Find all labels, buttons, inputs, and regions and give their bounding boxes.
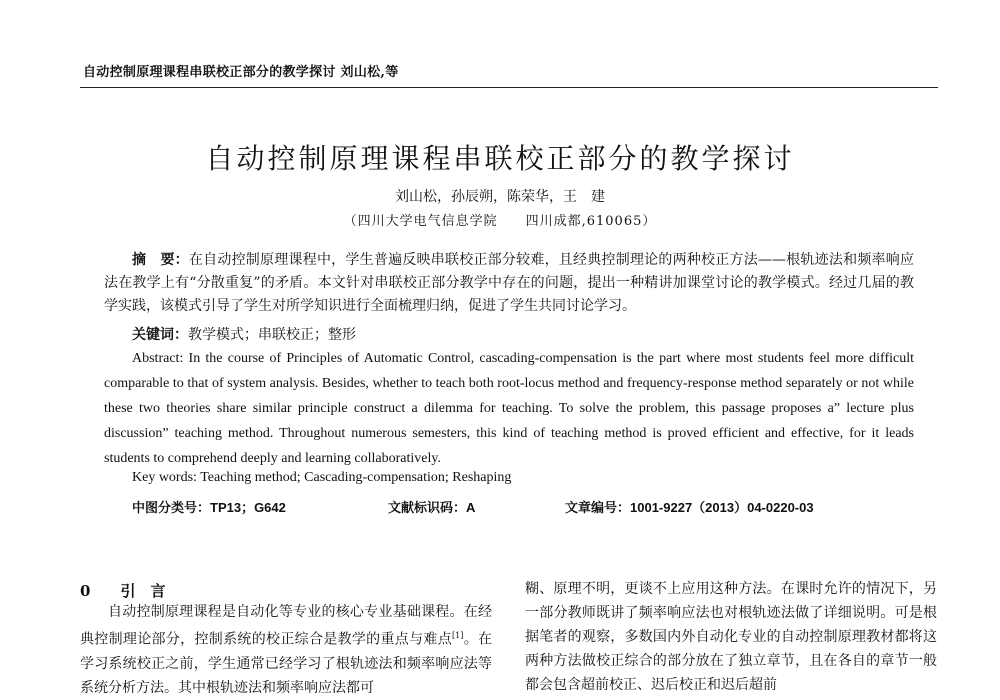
abstract-cn-label: 摘 要： [132, 252, 189, 268]
abstract-en-text: In the course of Principles of Automatic Control, cascading-compensation is the part where most students feel more difficult comparable to that of system analysis. Besides, whether to teach both root-locus method and frequency-response method separately or not while these two theories share similar principle construct a dilemma for teaching. To solve the problem, this passage proposes a” lecture plus discussion” teaching method. Throughout numerous semesters, this kind of teaching method is proved efficient and effective, for it leads students to comprehend deeply and learning collaboratively. [104, 351, 915, 466]
body-left-text-a: 自动控制原理课程是自动化等专业的核心专业基础课程。在经典控制理论部分，控制系统的校正综合是教学的重点与难点 [80, 604, 492, 648]
paper-title: 自动控制原理课程串联校正部分的教学探讨 [205, 142, 795, 175]
abstract-cn [104, 249, 914, 318]
section-heading [80, 580, 165, 601]
running-header: 自动控制原理课程串联校正部分的教学探讨 刘山松,等 [83, 65, 399, 80]
keywords-cn-label: 关键词： [132, 327, 188, 343]
body-column-left [80, 600, 492, 700]
abstract-cn-text: 在自动控制原理课程中，学生普遍反映串联校正部分较难，且经典控制理论的两种校正方法——根轨迹法和频率响应法在教学上有“分散重复”的矛盾。本文针对串联校正部分教学中存在的问题，提出一种精讲加课堂讨论的教学模式。经过几届的教学实践，该模式引导了学生对所学知识进行全面梳理归纳，促进了学生共同讨论学习。 [104, 252, 914, 314]
keywords-en [132, 470, 511, 486]
header-rule [80, 87, 938, 88]
keywords-cn [132, 324, 356, 344]
abstract-en [104, 346, 914, 471]
section-title: 引 言 [120, 582, 166, 600]
keywords-cn-text: 教学模式；串联校正；整形 [188, 327, 356, 343]
article-number: 文章编号：1001-9227（2013）04-0220-03 [565, 500, 814, 515]
keywords-en-text: Teaching method; Cascading-compensation; Reshaping [200, 470, 512, 485]
body-column-right: 糊、原理不明，更谈不上应用这种方法。在课时允许的情况下，另一部分教师既讲了频率响应法也对根轨迹法做了详细说明。可是根据笔者的观察，多数国内外自动化专业的自动控制原理教材都将这两种方法做校正综合的部分放在了独立章节，且在各自的章节一般都会包含超前校正、迟后校正和迟后超前 [525, 581, 937, 693]
author-list: 刘山松，孙辰朔，陈荣华，王 建 [395, 189, 605, 205]
clc-number: 中图分类号：TP13；G642 [132, 500, 286, 515]
affiliation: （四川大学电气信息学院 四川成都,610065） [343, 214, 657, 229]
citation-1: [1] [452, 631, 464, 640]
keywords-en-label: Key words: [132, 470, 197, 485]
abstract-en-label: Abstract: [132, 351, 184, 366]
document-code: 文献标识码：A [388, 500, 476, 515]
body-left-text-b: 。在学习系统校正之前，学生通常已经学习了根轨迹法和频率响应法等系统分析方法。其中根轨迹法和频率响应法都可 [80, 631, 493, 696]
section-number: 0 [80, 582, 91, 600]
